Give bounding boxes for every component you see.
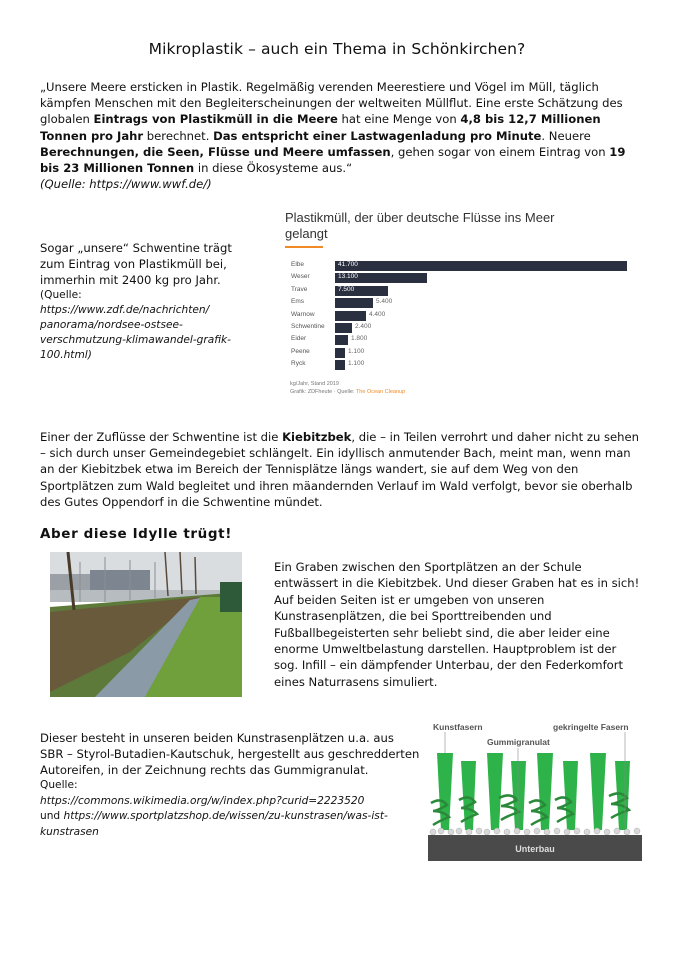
intro-paragraph bbox=[40, 79, 640, 192]
intro-bold: 19 bis 23 Millionen Tonnen bbox=[40, 144, 626, 176]
intro-text: in diese Ökosysteme aus.“ bbox=[194, 161, 353, 176]
section-heading: Aber diese Idylle trügt! bbox=[40, 526, 232, 542]
chart-bar bbox=[335, 348, 345, 358]
source-label: Quelle: bbox=[40, 779, 78, 791]
chart-row bbox=[285, 297, 640, 309]
wwf-link[interactable]: https://www.wwf.de/ bbox=[89, 177, 208, 192]
intro-source bbox=[40, 177, 212, 191]
label-kunstfasern: Kunstfasern bbox=[433, 722, 483, 732]
chart-row bbox=[285, 322, 640, 334]
ditch-photo-illustration bbox=[50, 552, 242, 697]
chart-unit-note: kg/Jahr, Stand 2019 bbox=[290, 381, 339, 387]
chart-category-label: Weser bbox=[291, 273, 310, 281]
chart-value-label: 41.700 bbox=[338, 261, 358, 268]
and-text: und bbox=[40, 810, 64, 822]
source-end: ) bbox=[207, 177, 212, 192]
chart-category-label: Elbe bbox=[291, 261, 305, 268]
chart-value-label: 13.100 bbox=[338, 273, 358, 281]
label-unterbau: Unterbau bbox=[515, 844, 555, 854]
mid-text: , die – in Teilen verrohrt und daher nicht zu sehen – sich durch unser Gemeindegebiet schlängelt. Ein idyllisch anmutender Bach, meint man, wenn man an der Kiebitzbek etwa im Bereich der Tennisplätze längs wandert, sie auf dem Weg von den Sportplätzen zum Wald begleitet und ihren mäandernden Verlauf im Wald verfolgt, bevor sie oberhalb des Gutes Oppendorf in die Schwentine mündet. bbox=[40, 430, 639, 509]
chart-bar bbox=[335, 261, 627, 271]
schwentine-text: Sogar „unsere“ Schwentine trägt zum Eintrag von Plastikmüll bei, immerhin mit 2400 kg pro Jahr. bbox=[40, 241, 232, 287]
kiebitzbek-paragraph bbox=[40, 429, 640, 510]
ditch-paragraph: Ein Graben zwischen den Sportplätzen an der Schule entwässert in die Kiebitzbek. Und dieser Graben hat es in sich! Auf beiden Seiten ist er umgeben von unseren Kunstrasenplätzen, die bei Sporttreibenden und Fußballbegeisterten sehr beliebt sind, die aber leider eine enorme Umweltbelastung darstellen. Hauptproblem ist der sog. Infill – ein dämpfender Unterbau, der den Federkomfort eines Naturrasens simuliert. bbox=[274, 560, 640, 689]
intro-text: , gehen sogar von einem Eintrag von bbox=[390, 144, 610, 159]
chart-row bbox=[285, 272, 640, 284]
chart-row bbox=[285, 285, 640, 297]
chart-title: Plastikmüll, der über deutsche Flüsse ins Meer gelangt bbox=[285, 210, 555, 241]
chart-value-label: 5.400 bbox=[376, 298, 393, 306]
intro-bold: 4,8 bis 12,7 Millionen Tonnen pro Jahr bbox=[40, 112, 601, 143]
chart-bar bbox=[335, 360, 345, 370]
mid-bold: Kiebitzbek bbox=[282, 430, 352, 444]
schwentine-note bbox=[40, 240, 255, 363]
source-label: (Quelle: bbox=[40, 289, 82, 301]
infill-text: Dieser besteht in unseren beiden Kunstrasenplätzen u.a. aus SBR – Styrol-Butadien-Kautschuk, hergestellt aus geschredderten Autoreifen, in der Zeichnung rechts das Gummigranulat. bbox=[40, 731, 420, 777]
chart-category-label: Trave bbox=[291, 285, 308, 293]
artificial-turf-diagram bbox=[425, 718, 645, 863]
chart-value-label: 1.800 bbox=[351, 335, 368, 343]
chart-bar bbox=[335, 298, 373, 308]
intro-bold: Berechnungen, die Seen, Flüsse und Meere umfassen bbox=[40, 144, 391, 159]
ditch-photo bbox=[50, 552, 242, 697]
wikimedia-link[interactable]: https://commons.wikimedia.org/w/index.php?curid=2223520 bbox=[40, 794, 365, 807]
chart-value-label: 1.100 bbox=[348, 360, 365, 368]
chart-footer bbox=[290, 380, 405, 396]
intro-bold: Eintrags von Plastikmüll in die Meere bbox=[93, 112, 338, 127]
page-title: Mikroplastik – auch ein Thema in Schönkirchen? bbox=[148, 40, 526, 58]
label-gummigranulat: Gummigranulat bbox=[487, 737, 550, 747]
chart-category-label: Warnow bbox=[291, 310, 315, 318]
chart-row bbox=[285, 347, 640, 359]
intro-text: . Neuere bbox=[541, 128, 591, 143]
chart-bar bbox=[335, 311, 366, 321]
intro-text: berechnet. bbox=[143, 128, 214, 143]
chart-category-label: Peene bbox=[291, 347, 310, 355]
chart-row bbox=[285, 310, 640, 322]
chart-bar bbox=[335, 335, 348, 345]
intro-text: „Unsere Meere ersticken in Plastik. Regelmäßig verenden Meerestiere und Vögel im Müll, täglich kämpfen Menschen mit den Begleiterscheinungen der weltweiten Müllflut. Eine erste Schätzung des globalen bbox=[40, 80, 623, 127]
chart-row bbox=[285, 260, 640, 272]
chart-category-label: Ryck bbox=[291, 360, 306, 368]
intro-text: hat eine Menge von bbox=[337, 112, 461, 127]
chart-value-label: 7.500 bbox=[338, 285, 355, 293]
zdf-link[interactable]: https://www.zdf.de/nachrichten/ panorama/nordsee-ostsee-verschmutzung-klimawandel-grafik-100.html) bbox=[40, 304, 232, 361]
chart-row bbox=[285, 359, 640, 371]
mid-text: Einer der Zuflüsse der Schwentine ist die bbox=[40, 430, 283, 444]
chart-bars bbox=[285, 260, 640, 372]
chart-category-label: Schwentine bbox=[291, 322, 325, 330]
river-plastic-chart bbox=[285, 210, 640, 400]
chart-source-link[interactable]: The Ocean Cleanup bbox=[355, 389, 406, 395]
chart-credit: Grafik: ZDFheute · Quelle: bbox=[290, 389, 356, 395]
infill-paragraph bbox=[40, 730, 420, 840]
chart-title-underline bbox=[285, 246, 323, 248]
sportplatzshop-link[interactable]: https://www.sportplatzshop.de/wissen/zu-kunstrasen/was-ist-kunstrasen bbox=[40, 810, 388, 838]
chart-category-label: Eider bbox=[291, 335, 307, 343]
label-gekringelte-fasern: gekringelte Fasern bbox=[553, 722, 629, 732]
chart-category-label: Ems bbox=[291, 298, 304, 306]
chart-value-label: 4.400 bbox=[369, 310, 386, 318]
source-label: (Quelle: bbox=[40, 177, 90, 192]
chart-value-label: 1.100 bbox=[348, 347, 365, 355]
chart-row bbox=[285, 334, 640, 346]
turf-cross-section-illustration bbox=[425, 718, 645, 863]
chart-bar bbox=[335, 323, 352, 333]
intro-bold: Das entspricht einer Lastwagenladung pro Minute bbox=[213, 128, 542, 143]
chart-value-label: 2.400 bbox=[355, 322, 372, 330]
